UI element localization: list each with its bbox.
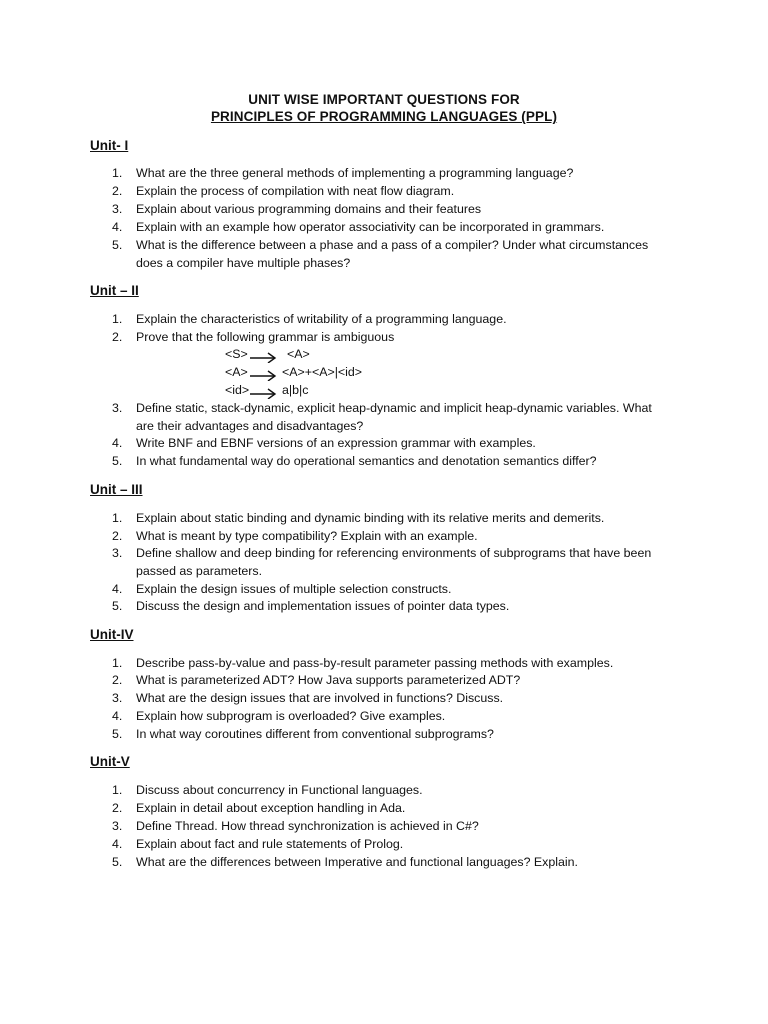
question-item: 5. What is the difference between a phase and a pass of a compiler? Under what circumstances does a compiler have multiple phases? — [112, 238, 649, 270]
question-item: 1. Describe pass-by-value and pass-by-result parameter passing methods with examples. — [112, 656, 614, 670]
question-item: 2. What is meant by type compatibility? Explain with an example. — [112, 529, 478, 543]
grammar-lhs: <S> — [225, 347, 248, 361]
arrow-icon — [250, 369, 278, 381]
question-item: 2. Prove that the following grammar is ambiguous — [112, 330, 395, 344]
question-item: 4. Explain the design issues of multiple selection constructs. — [112, 582, 452, 596]
question-item: 1. Explain the characteristics of writability of a programming language. — [112, 312, 507, 326]
question-item: 5. In what way coroutines different from conventional subprograms? — [112, 727, 494, 741]
grammar-rhs: a|b|c — [282, 383, 309, 397]
question-item: 1. What are the three general methods of implementing a programming language? — [112, 166, 574, 180]
grammar-lhs: <id> — [225, 383, 250, 397]
question-item: 3. Define static, stack-dynamic, explicit heap-dynamic and implicit heap-dynamic variables. What are their advantages and disadvantages? — [112, 401, 652, 433]
question-item: 1. Discuss about concurrency in Functional languages. — [112, 783, 423, 797]
grammar-rhs: <A>+<A>|<id> — [282, 365, 363, 379]
grammar-rhs: <A> — [287, 347, 310, 361]
question-item: 5. What are the differences between Imperative and functional languages? Explain. — [112, 855, 578, 869]
question-item: 3. Explain about various programming domains and their features — [112, 202, 482, 216]
grammar-lhs: <A> — [225, 365, 248, 379]
question-item: 4. Explain with an example how operator associativity can be incorporated in grammars. — [112, 220, 605, 234]
question-item: 5. Discuss the design and implementation issues of pointer data types. — [112, 599, 510, 613]
question-item: 4. Explain about fact and rule statements of Prolog. — [112, 837, 404, 851]
arrow-icon — [250, 387, 278, 399]
question-item: 2. Explain in detail about exception handling in Ada. — [112, 801, 406, 815]
question-item: 3. Define Thread. How thread synchronization is achieved in C#? — [112, 819, 479, 833]
document-subtitle: PRINCIPLES OF PROGRAMMING LANGUAGES (PPL) — [210, 109, 558, 124]
unit-heading-4: Unit-IV — [90, 627, 134, 642]
question-item: 5. In what fundamental way do operational semantics and denotation semantics differ? — [112, 454, 597, 468]
question-item: 2. What is parameterized ADT? How Java supports parameterized ADT? — [112, 673, 521, 687]
question-item: 1. Explain about static binding and dynamic binding with its relative merits and demerits. — [112, 511, 605, 525]
question-item: 3. Define shallow and deep binding for referencing environments of subprograms that have been passed as parameters. — [112, 546, 652, 578]
question-item: 4. Explain how subprogram is overloaded? Give examples. — [112, 709, 446, 723]
unit-heading-5: Unit-V — [90, 754, 130, 769]
unit-heading-1: Unit- I — [90, 138, 129, 153]
question-item: 2. Explain the process of compilation with neat flow diagram. — [112, 184, 455, 198]
question-item: 3. What are the design issues that are involved in functions? Discuss. — [112, 691, 504, 705]
unit-heading-3: Unit – III — [90, 482, 143, 497]
question-item: 4. Write BNF and EBNF versions of an expression grammar with examples. — [112, 436, 536, 450]
arrow-icon — [250, 351, 278, 363]
unit-heading-2: Unit – II — [90, 283, 139, 298]
document-title: UNIT WISE IMPORTANT QUESTIONS FOR — [248, 92, 520, 107]
